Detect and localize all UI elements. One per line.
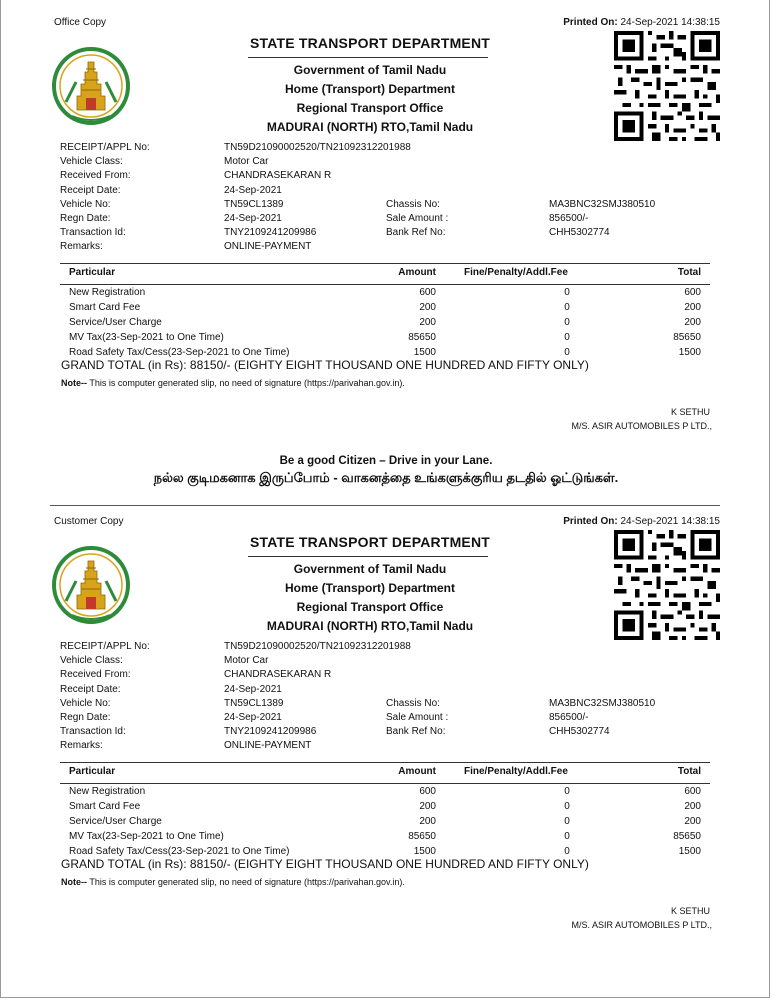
- cell-amount: 1500: [413, 347, 436, 359]
- col-total: Total: [677, 267, 701, 278]
- col-amount: Amount: [398, 766, 436, 777]
- table-row: [60, 286, 710, 301]
- slogan-english: Be a good Citizen – Drive in your Lane.: [279, 455, 493, 467]
- cell-fine: 0: [564, 786, 570, 797]
- vehicle-no-value: TN59CL1389: [224, 198, 284, 210]
- note-text: This is computer generated slip, no need of signature (https://parivahan.gov.in).: [87, 378, 405, 388]
- regn-date-value: 24-Sep-2021: [224, 213, 282, 225]
- signatory-company: M/S. ASIR AUTOMOBILES P LTD.,: [571, 421, 712, 431]
- note-text: This is computer generated slip, no need of signature (https://parivahan.gov.in).: [87, 877, 405, 887]
- cell-particular: Service/User Charge: [69, 816, 162, 828]
- receipt-date-label: Receipt Date:: [60, 184, 121, 196]
- receipt-values: [224, 640, 411, 754]
- cell-total: 85650: [673, 831, 701, 843]
- table-row: [60, 331, 710, 346]
- table-row: [60, 316, 710, 331]
- header-government: Government of Tamil Nadu: [293, 63, 447, 77]
- receipt-date-value: 24-Sep-2021: [224, 184, 282, 196]
- slogan-tamil: நல்ல குடிமகனாக இருப்போம் - வாகனத்தை உங்களுக்குரிய தடதில் ஓட்டுங்கள்.: [153, 470, 619, 485]
- fee-table: [60, 263, 710, 361]
- bank-ref-label: Bank Ref No:: [386, 227, 446, 239]
- header-department: Home (Transport) Department: [284, 581, 456, 595]
- cell-amount: 200: [419, 302, 436, 314]
- printed-on: [563, 17, 720, 28]
- table-row: [60, 830, 710, 845]
- cell-fine: 0: [564, 801, 570, 813]
- header-office: Regional Transport Office: [296, 600, 444, 614]
- cell-fine: 0: [564, 287, 570, 298]
- transaction-id-value: TNY2109241209986: [224, 726, 317, 738]
- vehicle-no-label: Vehicle No:: [60, 697, 111, 709]
- receipt-no-value: TN59D21090002520/TN21092312201988: [224, 142, 411, 153]
- transaction-id-value: TNY2109241209986: [224, 227, 317, 239]
- qr-code-icon: [614, 30, 720, 142]
- receipt-no-value: TN59D21090002520/TN21092312201988: [224, 641, 411, 652]
- cell-fine: 0: [564, 347, 570, 359]
- department-title: STATE TRANSPORT DEPARTMENT: [249, 35, 491, 51]
- cell-amount: 85650: [408, 332, 436, 344]
- cell-total: 1500: [678, 347, 701, 359]
- header-rto: MADURAI (NORTH) RTO,Tamil Nadu: [266, 619, 474, 633]
- cell-amount: 200: [419, 317, 436, 329]
- note-prefix: Note--: [61, 378, 87, 388]
- customer-copy-section: [0, 504, 772, 944]
- table-header: [60, 762, 710, 784]
- header-office: Regional Transport Office: [296, 101, 444, 115]
- vehicle-class-label: Vehicle Class:: [60, 156, 123, 168]
- vehicle-labels: [386, 198, 448, 241]
- cell-amount: 600: [419, 287, 436, 298]
- cell-total: 85650: [673, 332, 701, 344]
- bank-ref-value: CHH5302774: [549, 726, 610, 738]
- cell-amount: 600: [419, 786, 436, 797]
- vehicle-no-value: TN59CL1389: [224, 697, 284, 709]
- cell-total: 600: [684, 287, 701, 298]
- col-total: Total: [677, 766, 701, 777]
- cell-particular: MV Tax(23-Sep-2021 to One Time): [69, 332, 224, 344]
- received-from-value: CHANDRASEKARAN R: [224, 669, 332, 681]
- cell-fine: 0: [564, 302, 570, 314]
- received-from-label: Received From:: [60, 669, 131, 681]
- printed-on-value: 24-Sep-2021 14:38:15: [620, 17, 720, 28]
- cell-total: 200: [684, 801, 701, 813]
- cell-total: 200: [684, 816, 701, 828]
- department-title: STATE TRANSPORT DEPARTMENT: [249, 534, 491, 550]
- remarks-value: ONLINE-PAYMENT: [224, 740, 312, 752]
- vehicle-values: [549, 198, 655, 241]
- regn-date-label: Regn Date:: [60, 712, 111, 724]
- cell-amount: 200: [419, 816, 436, 828]
- cell-fine: 0: [564, 831, 570, 843]
- remarks-label: Remarks:: [60, 241, 103, 253]
- chassis-no-label: Chassis No:: [386, 698, 440, 709]
- table-row: [60, 815, 710, 830]
- table-row: [60, 785, 710, 800]
- table-header: [60, 263, 710, 285]
- bank-ref-value: CHH5302774: [549, 227, 610, 239]
- qr-code-icon: [614, 529, 720, 641]
- title-underline: [248, 57, 488, 58]
- sale-amount-value: 856500/-: [549, 213, 589, 225]
- signatory-name: K SETHU: [670, 407, 710, 417]
- vehicle-values: [549, 697, 655, 740]
- vehicle-labels: [386, 697, 448, 740]
- receipt-labels: [60, 141, 150, 255]
- cell-total: 200: [684, 317, 701, 329]
- signatory-name: K SETHU: [670, 906, 710, 916]
- note: [61, 877, 405, 887]
- sale-amount-label: Sale Amount :: [386, 712, 449, 724]
- col-fine: Fine/Penalty/Addl.Fee: [464, 267, 568, 278]
- copy-label: Customer Copy: [54, 516, 124, 527]
- tamil-nadu-emblem-icon: [52, 543, 130, 627]
- chassis-no-label: Chassis No:: [386, 199, 440, 210]
- cell-particular: New Registration: [69, 786, 146, 797]
- note: [61, 378, 405, 388]
- transaction-id-label: Transaction Id:: [60, 726, 126, 738]
- cell-amount: 85650: [408, 831, 436, 843]
- cell-particular: Service/User Charge: [69, 317, 162, 329]
- cell-total: 600: [684, 786, 701, 797]
- printed-on-value: 24-Sep-2021 14:38:15: [620, 516, 720, 527]
- col-amount: Amount: [398, 267, 436, 278]
- printed-on-label: Printed On:: [563, 17, 618, 28]
- col-particular: Particular: [69, 766, 116, 777]
- copy-label: Office Copy: [54, 17, 107, 28]
- tamil-nadu-emblem-icon: [52, 44, 130, 128]
- remarks-label: Remarks:: [60, 740, 103, 752]
- received-from-value: CHANDRASEKARAN R: [224, 170, 332, 182]
- sale-amount-value: 856500/-: [549, 712, 589, 724]
- printed-on: [563, 516, 720, 527]
- chassis-no-value: MA3BNC32SMJ380510: [549, 199, 656, 210]
- header-department: Home (Transport) Department: [284, 82, 456, 96]
- vehicle-class-label: Vehicle Class:: [60, 655, 123, 667]
- bank-ref-label: Bank Ref No:: [386, 726, 446, 738]
- vehicle-no-label: Vehicle No:: [60, 198, 111, 210]
- grand-total: GRAND TOTAL (in Rs): 88150/- (EIGHTY EIGHT THOUSAND ONE HUNDRED AND FIFTY ONLY): [61, 857, 589, 871]
- col-particular: Particular: [69, 267, 116, 278]
- header-rto: MADURAI (NORTH) RTO,Tamil Nadu: [266, 120, 474, 134]
- cell-amount: 1500: [413, 846, 436, 858]
- cell-fine: 0: [564, 317, 570, 329]
- cell-total: 1500: [678, 846, 701, 858]
- cell-particular: MV Tax(23-Sep-2021 to One Time): [69, 831, 224, 843]
- col-fine: Fine/Penalty/Addl.Fee: [464, 766, 568, 777]
- header-government: Government of Tamil Nadu: [293, 562, 447, 576]
- cell-fine: 0: [564, 816, 570, 828]
- received-from-label: Received From:: [60, 170, 131, 182]
- title-underline: [248, 556, 488, 557]
- office-copy-section: [0, 5, 772, 445]
- receipt-values: [224, 141, 411, 255]
- cell-particular: Road Safety Tax/Cess(23-Sep-2021 to One Time): [69, 846, 290, 858]
- remarks-value: ONLINE-PAYMENT: [224, 241, 312, 253]
- regn-date-label: Regn Date:: [60, 213, 111, 225]
- receipt-no-label: RECEIPT/APPL No:: [60, 142, 150, 153]
- note-prefix: Note--: [61, 877, 87, 887]
- receipt-date-value: 24-Sep-2021: [224, 683, 282, 695]
- cell-particular: New Registration: [69, 287, 146, 298]
- printed-on-label: Printed On:: [563, 516, 618, 527]
- vehicle-class-value: Motor Car: [224, 156, 269, 168]
- sale-amount-label: Sale Amount :: [386, 213, 449, 225]
- cell-fine: 0: [564, 332, 570, 344]
- cell-particular: Road Safety Tax/Cess(23-Sep-2021 to One Time): [69, 347, 290, 359]
- chassis-no-value: MA3BNC32SMJ380510: [549, 698, 656, 709]
- cell-particular: Smart Card Fee: [69, 302, 141, 314]
- receipt-date-label: Receipt Date:: [60, 683, 121, 695]
- table-row: [60, 800, 710, 815]
- grand-total: GRAND TOTAL (in Rs): 88150/- (EIGHTY EIGHT THOUSAND ONE HUNDRED AND FIFTY ONLY): [61, 358, 589, 372]
- cell-total: 200: [684, 302, 701, 314]
- fee-table: [60, 762, 710, 860]
- vehicle-class-value: Motor Car: [224, 655, 269, 667]
- transaction-id-label: Transaction Id:: [60, 227, 126, 239]
- signatory-company: M/S. ASIR AUTOMOBILES P LTD.,: [571, 920, 712, 930]
- cell-particular: Smart Card Fee: [69, 801, 141, 813]
- receipt-labels: [60, 640, 150, 754]
- table-row: [60, 301, 710, 316]
- regn-date-value: 24-Sep-2021: [224, 712, 282, 724]
- receipt-no-label: RECEIPT/APPL No:: [60, 641, 150, 652]
- cell-fine: 0: [564, 846, 570, 858]
- cell-amount: 200: [419, 801, 436, 813]
